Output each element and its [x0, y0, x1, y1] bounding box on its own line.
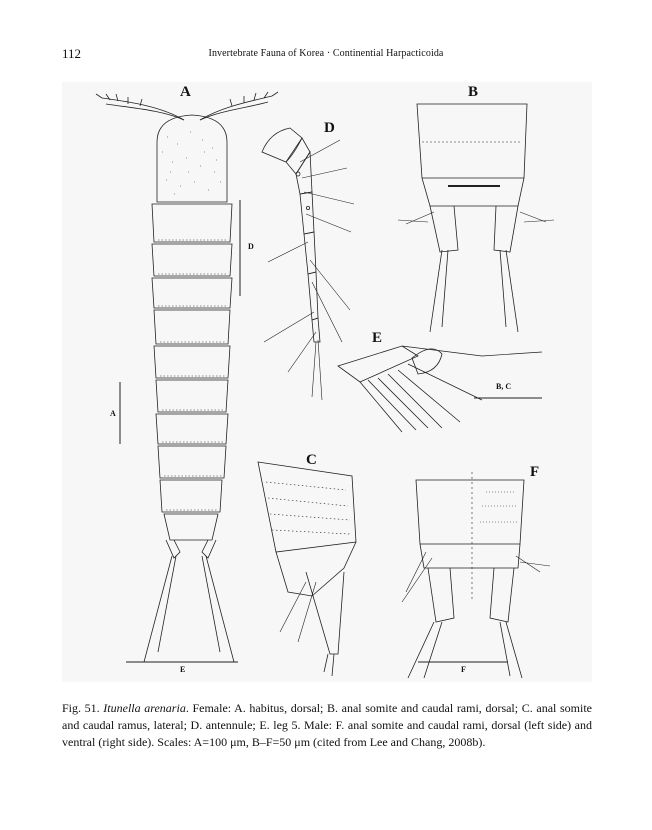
panel-label-c: C — [306, 452, 317, 468]
panel-label-e: E — [372, 330, 383, 346]
running-head: Invertebrate Fauna of Korea · Continential Harpacticoida — [208, 48, 444, 59]
anal-somite-dorsal-drawing — [398, 104, 554, 332]
antennule-drawing — [262, 128, 354, 400]
panel-label-b: B — [468, 84, 479, 100]
panel-label-a: A — [180, 84, 191, 100]
figure-caption — [62, 700, 592, 751]
anal-somite-lateral-drawing — [258, 462, 356, 676]
caption-species: Itunella arenaria — [103, 701, 186, 715]
scale-label-d: D — [248, 242, 254, 251]
panel-label-d: D — [324, 120, 335, 136]
page-number: 112 — [62, 46, 82, 61]
leg-5-drawing — [338, 346, 542, 432]
scale-label-a: A — [110, 409, 116, 418]
scale-label-e: E — [180, 665, 186, 674]
panel-label-f: F — [530, 464, 540, 480]
figure-plate — [62, 82, 592, 682]
caption-text: . Female: A. habitus, dorsal; B. anal somite and caudal rami, dorsal; C. anal somite and caudal ramus, lateral; D. antennule; E. leg 5. Male: F. anal somite and caudal rami, dorsal (left side) and ventral (right side). Scales: A=100 μm, B–F=50 μm (cited from Lee and Chang, 2008b). — [62, 701, 593, 749]
scale-label-f: F — [461, 665, 466, 674]
habitus-drawing — [96, 92, 278, 662]
male-anal-somite-drawing — [402, 472, 550, 678]
scale-label-bc: B, C — [496, 382, 512, 391]
figure-drawings — [62, 82, 592, 682]
caption-fig-number: Fig. 51. — [62, 701, 100, 715]
